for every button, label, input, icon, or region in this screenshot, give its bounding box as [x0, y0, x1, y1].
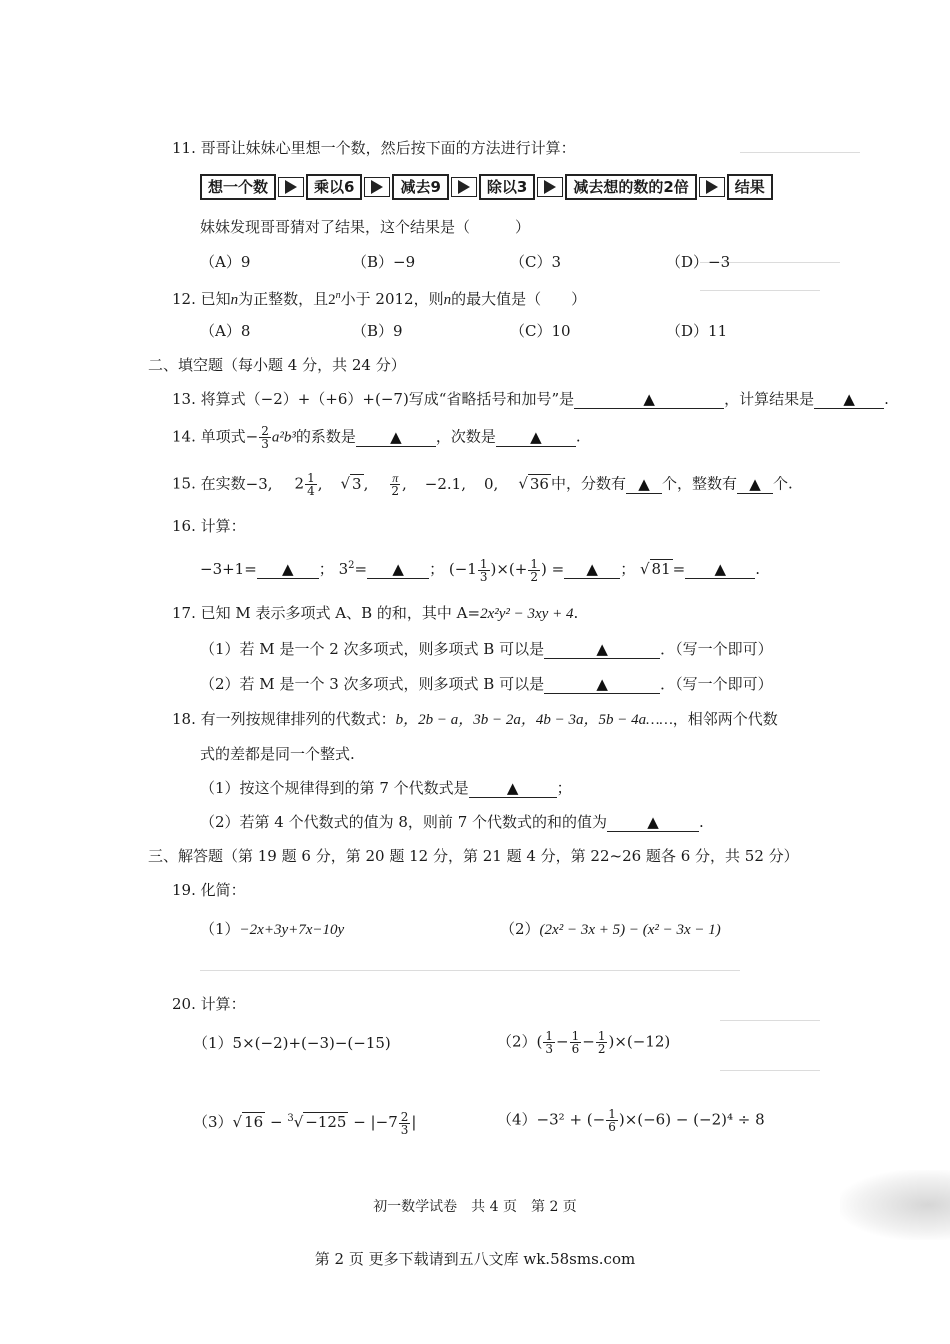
answer-blank[interactable]: ▲ [737, 475, 773, 494]
q11-option-b: （B）−9 [352, 253, 416, 271]
answer-blank[interactable]: ▲ [607, 813, 699, 832]
arrow-right-icon [537, 177, 563, 197]
answer-blank[interactable]: ▲ [544, 675, 660, 694]
answer-blank[interactable]: ▲ [257, 560, 319, 579]
q12-stem: 12. 已知n为正整数，且2$^n$小于 2012，则n的最大值是（ ） [172, 290, 587, 308]
q16-expressions: −3+1= ▲ ； $3^2=$ ▲ ； (−1 $\frac{1}{3}$ )×(+ $\frac{1}{2}$ ) = ▲ ； √ 81 = ▲ . [200, 556, 760, 584]
q11-flowchart [200, 174, 773, 200]
answer-blank[interactable]: ▲ [469, 779, 557, 798]
q19-label: 19. 化简： [172, 881, 246, 899]
answer-blank[interactable]: ▲ [496, 428, 576, 447]
q14: 14. 单项式− $\frac{2}{3}$ a²b³的系数是 ▲ ，次数是 ▲ . [172, 424, 581, 451]
q17-part1: （1）若 M 是一个 2 次多项式，则多项式 B 可以是 ▲ ．（写一个即可） [200, 640, 773, 658]
q20-part3: （3）√ 16 − $^3$√ −125 − |−7 $\frac{2}{3}$ | [193, 1109, 417, 1137]
q11-option-c: （C）3 [510, 253, 562, 271]
arrow-right-icon [364, 177, 390, 197]
q11-after: 妹妹发现哥哥猜对了结果，这个结果是（ ） [200, 218, 531, 236]
answer-blank[interactable]: ▲ [544, 640, 660, 659]
q18-stem: 18. 有一列按规律排列的代数式：b，2b − a，3b − 2a，4b − 3a，5b − 4a……，相邻两个代数 [172, 710, 778, 728]
answer-blank[interactable]: ▲ [685, 560, 755, 579]
answer-blank[interactable]: ▲ [626, 475, 662, 494]
q11-stem: 11. 哥哥让妹妹心里想一个数，然后按下面的方法进行计算： [172, 139, 576, 157]
bleed-through-mark [720, 1020, 820, 1021]
q12-option-c: （C）10 [510, 322, 571, 340]
q19-part1: （1）−2x+3y+7x−10y [200, 920, 345, 938]
q20-part2: （2）( $\frac{1}{3}$ − $\frac{1}{6}$ − $\frac{1}{2}$ )×(−12) [497, 1029, 671, 1056]
section-3-title: 三、解答题（第 19 题 6 分，第 20 题 12 分，第 21 题 4 分，第 22~26 题各 6 分，共 52 分） [148, 847, 799, 865]
q20-label: 20. 计算： [172, 995, 246, 1013]
bleed-through-mark [700, 290, 820, 291]
arrow-right-icon [278, 177, 304, 197]
q18-part2: （2）若第 4 个代数式的值为 8，则前 7 个代数式的和的值为 ▲ . [200, 813, 704, 831]
flow-step: 想一个数 [200, 174, 276, 200]
q17-stem: 17. 已知 M 表示多项式 A、B 的和，其中 A=2x²y² − 3xy + 4. [172, 604, 579, 622]
page-footer: 初一数学试卷 共 4 页 第 2 页 [373, 1199, 577, 1215]
arrow-right-icon [699, 177, 725, 197]
q20-part4: （4）−3² + (− $\frac{1}{6}$ )×(−6) − (−2)⁴ ÷ 8 [497, 1107, 765, 1134]
q19-part2: （2）(2x² − 3x + 5) − (x² − 3x − 1) [500, 920, 721, 938]
q20-part1: （1）5×(−2)+(−3)−(−15) [193, 1034, 391, 1052]
answer-blank[interactable]: ▲ [367, 560, 429, 579]
flow-step: 减去9 [392, 174, 448, 200]
answer-blank[interactable]: ▲ [564, 560, 620, 579]
flow-step: 乘以6 [306, 174, 362, 200]
bleed-through-mark [720, 1070, 820, 1071]
arrow-right-icon [451, 177, 477, 197]
q12-option-b: （B）9 [352, 322, 403, 340]
answer-blank[interactable]: ▲ [356, 428, 436, 447]
answer-blank[interactable]: ▲ [574, 390, 724, 409]
download-footer: 第 2 页 更多下载请到五八文库 wk.58sms.com [314, 1250, 636, 1268]
q18-part1: （1）按这个规律得到的第 7 个代数式是 ▲ ； [200, 779, 572, 797]
q12-option-a: （A）8 [200, 322, 251, 340]
bleed-through-mark [200, 970, 740, 971]
q13: 13. 将算式（−2）+（+6）+(−7)写成“省略括号和加号”是 ▲ ，计算结果是 ▲ . [172, 390, 889, 408]
q15: 15. 在实数−3, 2 $\frac{1}{4}$ , √ 3 , $\frac{\pi}{2}$ , −2.1, 0, √ 36 中，分数有 ▲ 个，整数有 ▲ 个. [172, 471, 793, 498]
q16-label: 16. 计算： [172, 517, 246, 535]
q17-part2: （2）若 M 是一个 3 次多项式，则多项式 B 可以是 ▲ ．（写一个即可） [200, 675, 773, 693]
section-2-title: 二、填空题（每小题 4 分，共 24 分） [148, 356, 406, 374]
flow-step: 结果 [727, 174, 773, 200]
bleed-through-mark [740, 152, 860, 153]
flow-step: 除以3 [479, 174, 535, 200]
q12-option-d: （D）11 [666, 322, 728, 340]
q11-option-d: （D）−3 [666, 253, 731, 271]
q11-option-a: （A）9 [200, 253, 251, 271]
flow-step: 减去想的数的2倍 [565, 174, 696, 200]
answer-blank[interactable]: ▲ [814, 390, 884, 409]
q18-stem-line2: 式的差都是同一个整式. [200, 745, 355, 763]
